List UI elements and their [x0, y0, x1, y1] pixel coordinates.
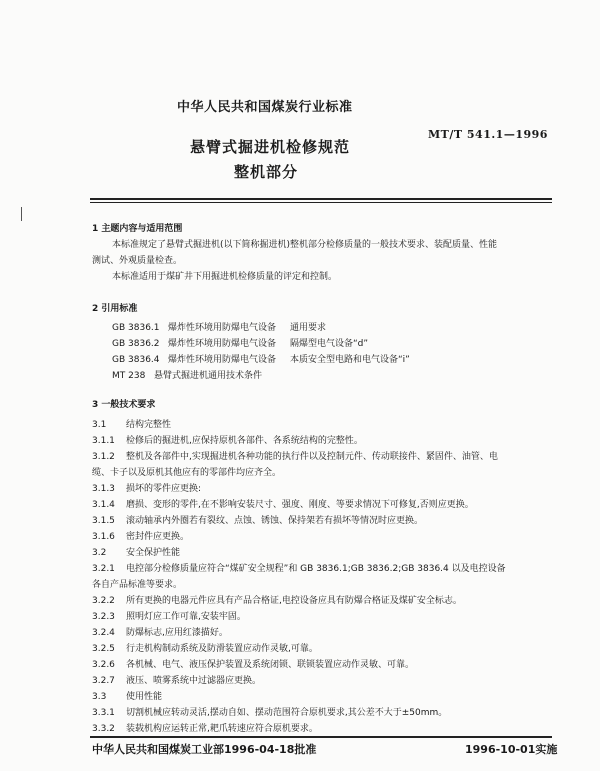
clause-number: 3.2.4 — [92, 628, 115, 638]
section-1-paragraph-1-line-1: 本标准规定了悬臂式掘进机(以下简称掘进机)整机部分检修质量的一般技术要求、装配质量、性能 — [112, 240, 498, 250]
clause-number: 3.1.1 — [92, 436, 115, 446]
section-1-paragraph-1-line-2: 测试、外观质量检查。 — [92, 256, 183, 266]
clause-text: 装载机构应运转正常,耙爪转速应符合原机要求。 — [126, 724, 318, 734]
clause-text: 滚动轴承内外圈若有裂纹、点蚀、锈蚀、保持架若有损坏等情况时应更换。 — [126, 516, 424, 526]
clause-number: 3.1.6 — [92, 532, 115, 542]
footer-rule — [90, 736, 552, 738]
reference-code: GB 3836.2 — [112, 339, 160, 349]
clause-number: 3.2.6 — [92, 660, 115, 670]
margin-mark — [21, 207, 22, 221]
clause-text: 切割机械应转动灵活,摆动自如、摆动范围符合原机要求,其公差不大于±50mm。 — [126, 708, 448, 718]
clause-number: 3.2.1 — [92, 564, 115, 574]
approval-note: 中华人民共和国煤炭工业部1996-04-18批准 — [92, 743, 317, 756]
clause-number: 3.1.2 — [92, 452, 115, 462]
document-subtitle: 整机部分 — [234, 163, 299, 181]
reference-desc: 隔爆型电气设备“d” — [290, 339, 369, 349]
standard-code: MT/T 541.1—1996 — [428, 128, 548, 141]
clause-number: 3.1 — [92, 420, 107, 430]
clause-number: 3.3.2 — [92, 724, 115, 734]
reference-code: GB 3836.4 — [112, 355, 160, 365]
clause-number: 3.2.3 — [92, 612, 115, 622]
clause-number: 3.2.5 — [92, 644, 115, 654]
clause-number: 3.3 — [92, 692, 107, 702]
clause-number: 3.3.1 — [92, 708, 115, 718]
clause-text: 磨损、变形的零件,在不影响安装尺寸、强度、刚度、等要求情况下可修复,否则应更换。 — [126, 500, 474, 510]
section-3-heading: 3 一般技术要求 — [92, 400, 156, 410]
reference-code: MT 238 — [112, 371, 146, 381]
clause-text: 行走机构制动系统及防滑装置应动作灵敏,可靠。 — [126, 644, 318, 654]
clause-number: 3.2 — [92, 548, 107, 558]
clause-text: 防爆标志,应用红漆描好。 — [126, 628, 228, 638]
reference-title: 爆炸性环境用防爆电气设备 — [168, 323, 277, 333]
clause-number: 3.1.4 — [92, 500, 115, 510]
section-1-paragraph-2: 本标准适用于煤矿井下用掘进机检修质量的评定和控制。 — [112, 272, 338, 282]
clause-number: 3.2.7 — [92, 676, 115, 686]
clause-text: 所有更换的电器元件应具有产品合格证,电控设备应具有防爆合格证及煤矿安全标志。 — [126, 596, 462, 606]
section-2-heading: 2 引用标准 — [92, 304, 138, 314]
clause-text: 液压、喷雾系统中过滤器应更换。 — [126, 676, 262, 686]
clause-text: 照明灯应工作可靠,安装牢固。 — [126, 612, 246, 622]
clause-text: 结构完整性 — [126, 420, 172, 430]
clause-text: 整机及各部件中,实现掘进机各种功能的执行件以及控制元件、传动联接件、紧固件、油管、电 — [126, 452, 498, 462]
section-1-heading: 1 主题内容与适用范围 — [92, 224, 183, 234]
clause-text: 各自产品标准等要求。 — [92, 580, 183, 590]
clause-text: 缆、卡子以及原机其他应有的零部件均应齐全。 — [92, 468, 282, 478]
clause-text: 各机械、电气、液压保护装置及系统闭锁、联锁装置应动作灵敏、可靠。 — [126, 660, 415, 670]
clause-text: 密封件应更换。 — [126, 532, 190, 542]
reference-desc: 本质安全型电路和电气设备“i” — [290, 355, 410, 365]
reference-desc: 通用要求 — [290, 323, 327, 333]
header-rule-thin — [90, 202, 552, 203]
clause-number: 3.2.2 — [92, 596, 115, 606]
clause-text: 损坏的零件应更换: — [126, 484, 202, 494]
reference-title: 悬臂式掘进机通用技术条件 — [154, 371, 263, 381]
clause-number: 3.1.5 — [92, 516, 115, 526]
header-rule-thick — [90, 198, 552, 200]
document-title: 悬臂式掘进机检修规范 — [190, 138, 351, 156]
clause-text: 安全保护性能 — [126, 548, 181, 558]
reference-title: 爆炸性环境用防爆电气设备 — [168, 355, 277, 365]
effective-date: 1996-10-01实施 — [465, 743, 558, 756]
reference-code: GB 3836.1 — [112, 323, 160, 333]
clause-text: 检修后的掘进机,应保持原机各部件、各系统结构的完整性。 — [126, 436, 363, 446]
clause-number: 3.1.3 — [92, 484, 115, 494]
reference-title: 爆炸性环境用防爆电气设备 — [168, 339, 277, 349]
clause-text: 使用性能 — [126, 692, 163, 702]
industry-header: 中华人民共和国煤炭行业标准 — [177, 100, 353, 115]
clause-text: 电控部分检修质量应符合“煤矿安全规程”和 GB 3836.1;GB 3836.2;GB 3836.4 以及电控设备 — [126, 564, 506, 574]
